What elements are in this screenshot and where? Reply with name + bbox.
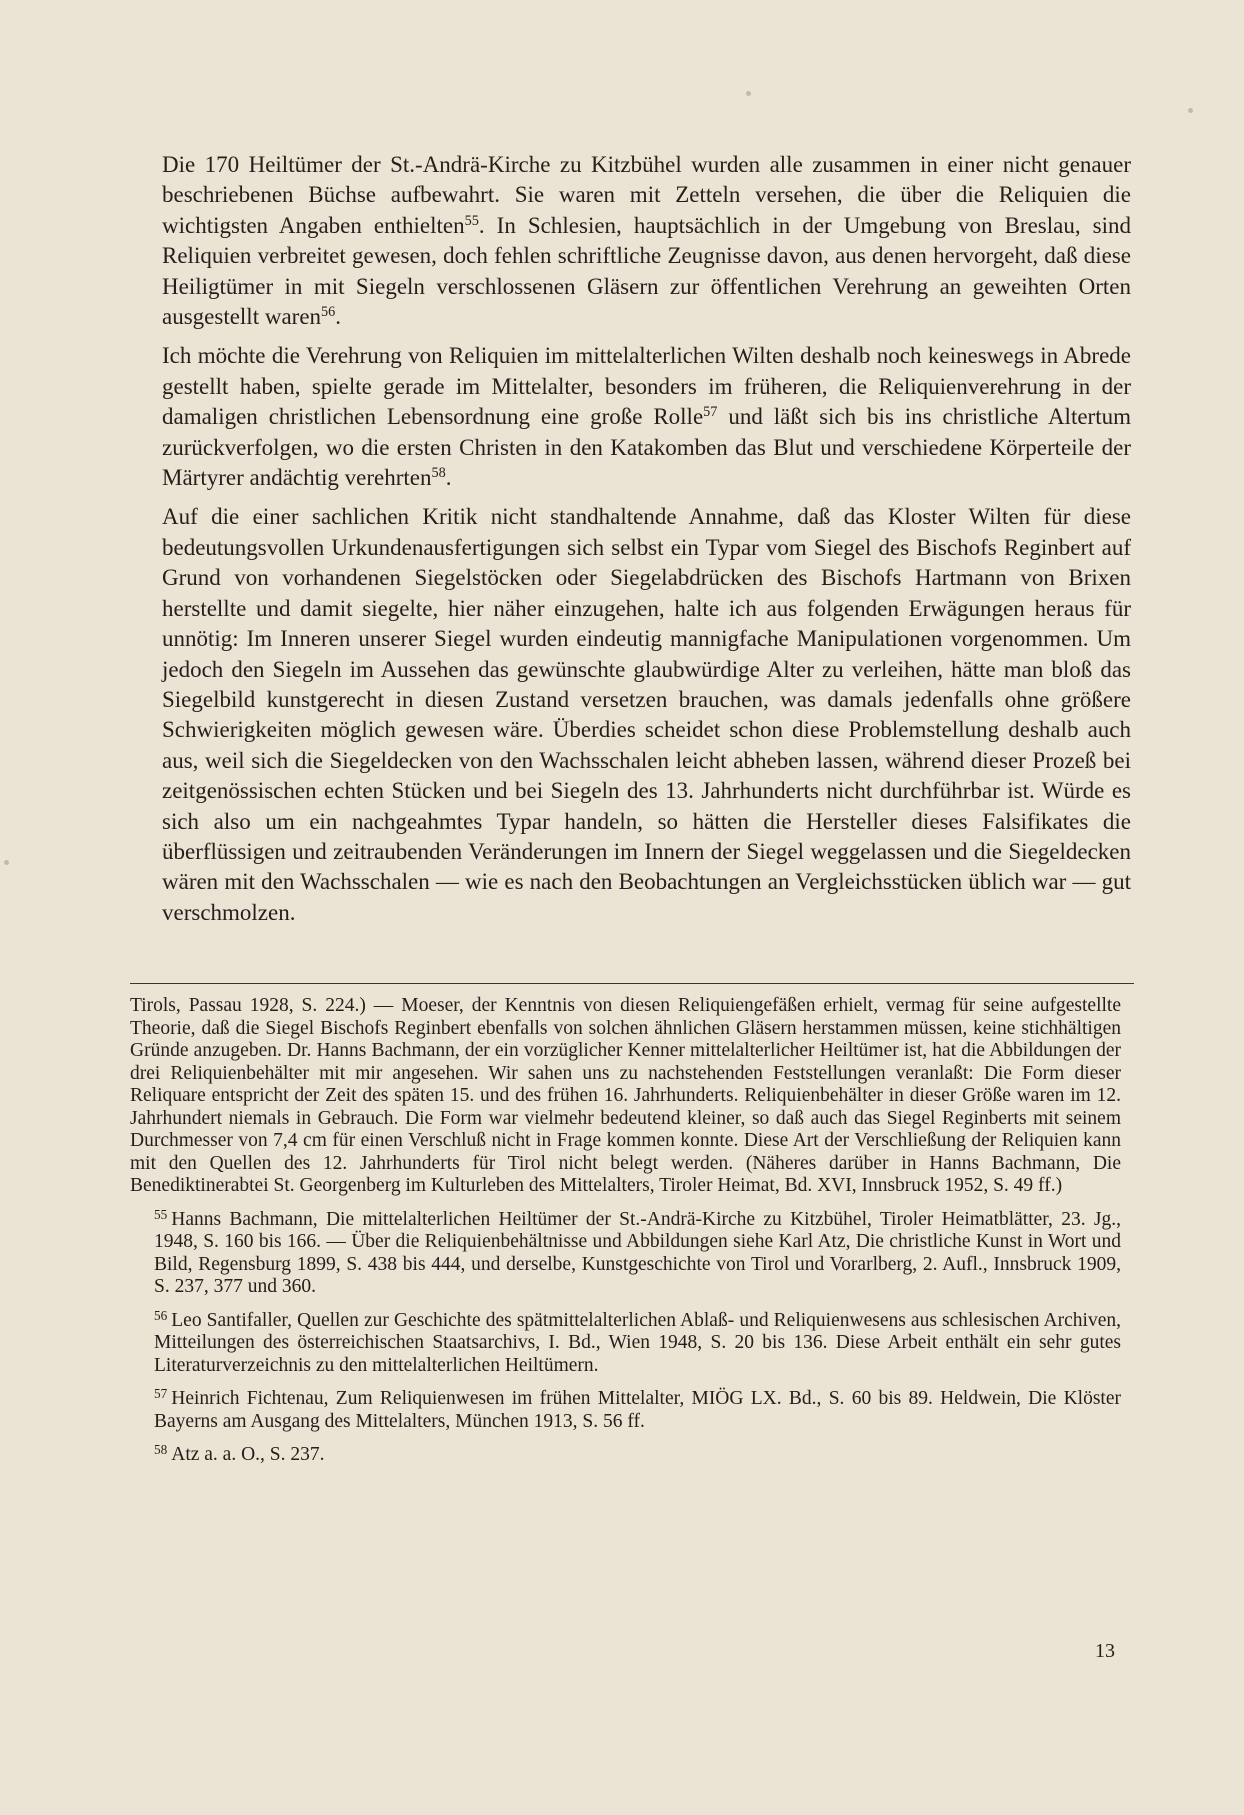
footnote-58 — [130, 1444, 1121, 1467]
footnote-continuation: Tirols, Passau 1928, S. 224.) — Moeser, der Kenntnis von diesen Reliquiengefäßen erhielt, vermag für seine aufgestellte Theorie, daß die Siegel Bischofs Reginbert ebenfalls von solchen ähnlichen Gläsern herstammen müssen, keine stichhältigen Gründe anzugeben. Dr. Hanns Bachmann, der ein vorzüglicher Kenner mittelalterlicher Heiltümer ist, hat die Abbildungen der drei Reliquienbehälter mit mir angesehen. Wir sahen uns zu nachstehenden Feststellungen veranlaßt: Die Form dieser Reliquare entspricht der Zeit des späten 15. und des frühen 16. Jahrhunderts. Reliquienbehälter in dieser Größe waren im 12. Jahrhundert niemals in Gebrauch. Die Form war vielmehr bedeutend kleiner, so daß auch das Siegel Reginberts mit seinem Durchmesser von 7,4 cm für einen Verschluß nicht in Frage kommen konnte. Diese Art der Verschließung der Reliquien kann mit den Quellen des 12. Jahrhunderts für Tirol nicht belegt werden. (Näheres darüber in Hanns Bachmann, Die Benediktinerabtei St. Georgenberg im Kulturleben des Mittelalters, Tiroler Heimat, Bd. XVI, Innsbruck 1952, S. 49 ff.) — [130, 995, 1121, 1196]
paragraph-text: . In Schlesien, hauptsächlich in der Umgebung von Breslau, sind Reliquien verbreitet gewesen, doch fehlen schriftliche Zeugnisse davon, aus denen hervorgeht, daß diese Heiligtümer in mit Siegeln verschlossenen Gläsern zur öffentlichen Verehrung an geweihten Orten ausgestellt waren — [162, 212, 1131, 330]
footnote-56 — [130, 1307, 1121, 1378]
footnote-number: 58 — [154, 1442, 168, 1458]
paragraph — [162, 341, 1131, 493]
footnote-text: Leo Santifaller, Quellen zur Geschichte des spätmittelalterlichen Ablaß- und Reliquienwesens aus schlesischen Archiven, Mitteilungen des österreichischen Staatsarchivs, I. Bd., Wien 1948, S. 20 bis 136. Diese Arbeit enthält ein sehr gutes Literaturverzeichnis zu den mittelalterlichen Heiltümern. — [154, 1309, 1121, 1376]
footnote-55 — [130, 1206, 1121, 1299]
footnote-text: Atz a. a. O., S. 237. — [171, 1444, 325, 1465]
paragraph-text: Die 170 Heiltümer der St.-Andrä-Kirche zu Kitzbühel wurden alle zusammen in einer nicht genauer beschriebenen Büchse aufbewahrt. Sie waren mit Zetteln versehen, die über die Reliquien die wichtigsten Angaben enthielten — [162, 152, 1131, 238]
paragraph-text: . — [445, 465, 452, 491]
scan-speck — [4, 860, 9, 865]
main-text — [162, 150, 1131, 937]
footnote-57 — [130, 1388, 1121, 1433]
footnote-ref: 57 — [703, 404, 718, 421]
paragraph-text: Ich möchte die Verehrung von Reliquien im mittelalterlichen Wilten deshalb noch keineswegs in Abrede gestellt haben, spielte gerade im Mittelalter, besonders im früheren, die Reliquienverehrung in der damaligen christlichen Lebensordnung eine große Rolle — [162, 343, 1131, 430]
footnote-text: Hanns Bachmann, Die mittelalterlichen Heiltümer der St.-Andrä-Kirche zu Kitzbühel, Tiroler Heimatblätter, 23. Jg., 1948, S. 160 bis 166. — Über die Reliquienbehältnisse und Abbildungen siehe Karl Atz, Die christliche Kunst in Wort und Bild, Regensburg 1899, S. 438 bis 444, und derselbe, Kunstgeschichte von Tirol und Vorarlberg, 2. Aufl., Innsbruck 1909, S. 237, 377 und 360. — [154, 1208, 1121, 1297]
paragraph-text: Auf die einer sachlichen Kritik nicht standhaltende Annahme, daß das Kloster Wilten für diese bedeutungsvollen Urkundenausfertigungen sich selbst ein Typar vom Siegel des Bischofs Reginbert auf Grund von vorhandenen Siegelstöcken oder Siegelabdrücken des Bischofs Hartmann von Brixen herstellte und damit siegelte, hier näher einzugehen, halte ich aus folgenden Erwägungen heraus für unnötig: Im Inneren unserer Siegel wurden eindeutig mannigfache Manipulationen vorgenommen. Um jedoch den Siegeln im Aussehen das gewünschte glaubwürdige Alter zu verleihen, hätte man bloß das Siegelbild kunstgerecht in diesen Zustand versetzen brauchen, was damals jedenfalls ohne größere Schwierigkeiten möglich gewesen wäre. Überdies scheidet schon diese Problemstellung deshalb auch aus, weil sich die Siegeldecken von den Wachsschalen leicht abheben lassen, während dieser Prozeß bei zeitgenössischen echten Stücken und bei Siegeln des 13. Jahrhunderts nicht durchführbar ist. Würde es sich also um ein nachgeahmtes Typar handeln, so hätten die Hersteller dieses Falsifikates die überflüssigen und zeitraubenden Veränderungen im Innern der Siegel weggelassen und die Siegeldecken wären mit den Wachsschalen — wie es nach den Beobachtungen an Vergleichsstücken üblich war — gut verschmolzen. — [162, 504, 1131, 925]
footnote-text: Heinrich Fichtenau, Zum Reliquienwesen im frühen Mittelalter, MIÖG LX. Bd., S. 60 bis 89. Heldwein, Die Klöster Bayerns am Ausgang des Mittelalters, München 1913, S. 56 ff. — [154, 1388, 1121, 1432]
footnote-ref: 55 — [464, 212, 479, 229]
footnote-ref: 56 — [321, 304, 336, 321]
paragraph-text: . — [335, 304, 342, 330]
scan-speck — [1188, 108, 1193, 113]
paragraph — [162, 502, 1131, 928]
scan-speck — [746, 91, 751, 96]
footnote-number: 57 — [154, 1386, 168, 1402]
page-number: 13 — [1095, 1640, 1115, 1662]
footnote-number: 56 — [154, 1307, 168, 1323]
paragraph-text: und läßt sich bis ins christliche Altertum zurückverfolgen, wo die ersten Christen in den Katakomben das Blut und verschiedene Körperteile der Märtyrer andächtig verehrten — [162, 404, 1131, 491]
footnote-ref: 58 — [431, 465, 446, 482]
paragraph — [162, 150, 1131, 332]
footnote-separator — [130, 983, 1134, 984]
footnote-number: 55 — [154, 1206, 168, 1222]
footnotes — [130, 995, 1121, 1478]
